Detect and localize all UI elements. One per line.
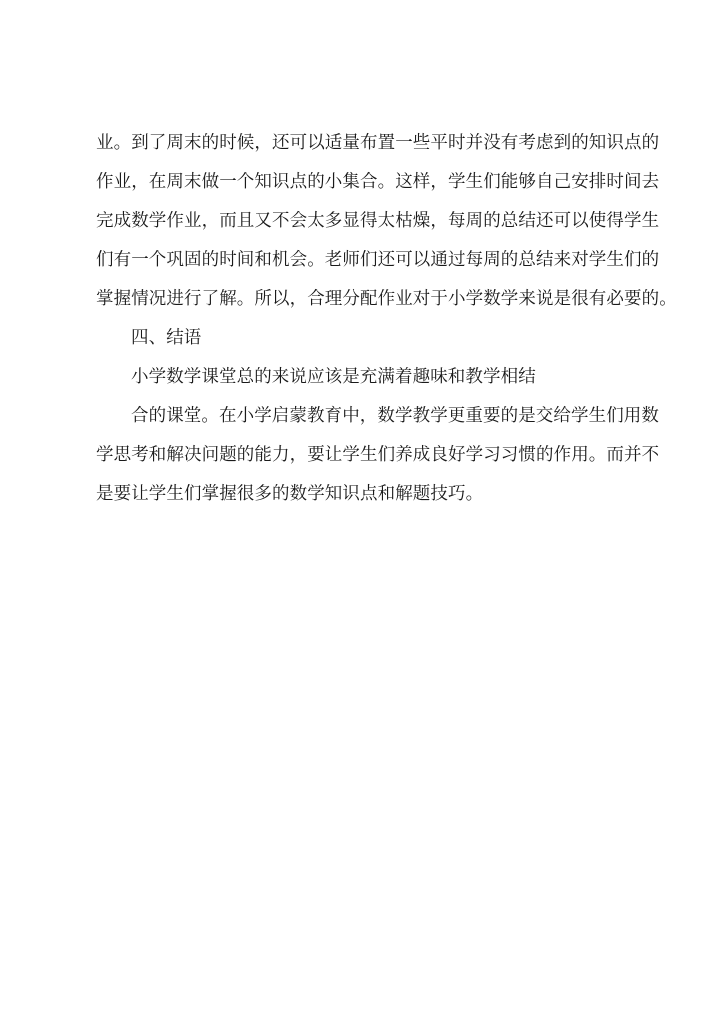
body-text-line: 作业，在周末做一个知识点的小集合。这样，学生们能够自己安排时间去 bbox=[96, 172, 660, 192]
section-heading: 四、结语 bbox=[131, 328, 202, 348]
body-text-line: 合的课堂。在小学启蒙教育中，数学教学更重要的是交给学生们用数 bbox=[131, 406, 659, 426]
body-text-line: 小学数学课堂总的来说应该是充满着趣味和教学相结 bbox=[131, 367, 536, 387]
body-text-line: 完成数学作业，而且又不会太多显得太枯燥，每周的总结还可以使得学生 bbox=[96, 211, 660, 231]
body-text-line: 们有一个巩固的时间和机会。老师们还可以通过每周的总结来对学生们的 bbox=[96, 250, 660, 270]
body-text-line: 学思考和解决问题的能力，要让学生们养成良好学习习惯的作用。而并不 bbox=[96, 445, 660, 465]
body-text-line: 是要让学生们掌握很多的数学知识点和解题技巧。 bbox=[96, 484, 484, 504]
body-text-line: 业。到了周末的时候，还可以适量布置一些平时并没有考虑到的知识点的 bbox=[96, 133, 660, 153]
body-text-line: 掌握情况进行了解。所以，合理分配作业对于小学数学来说是很有必要的。 bbox=[96, 289, 677, 309]
